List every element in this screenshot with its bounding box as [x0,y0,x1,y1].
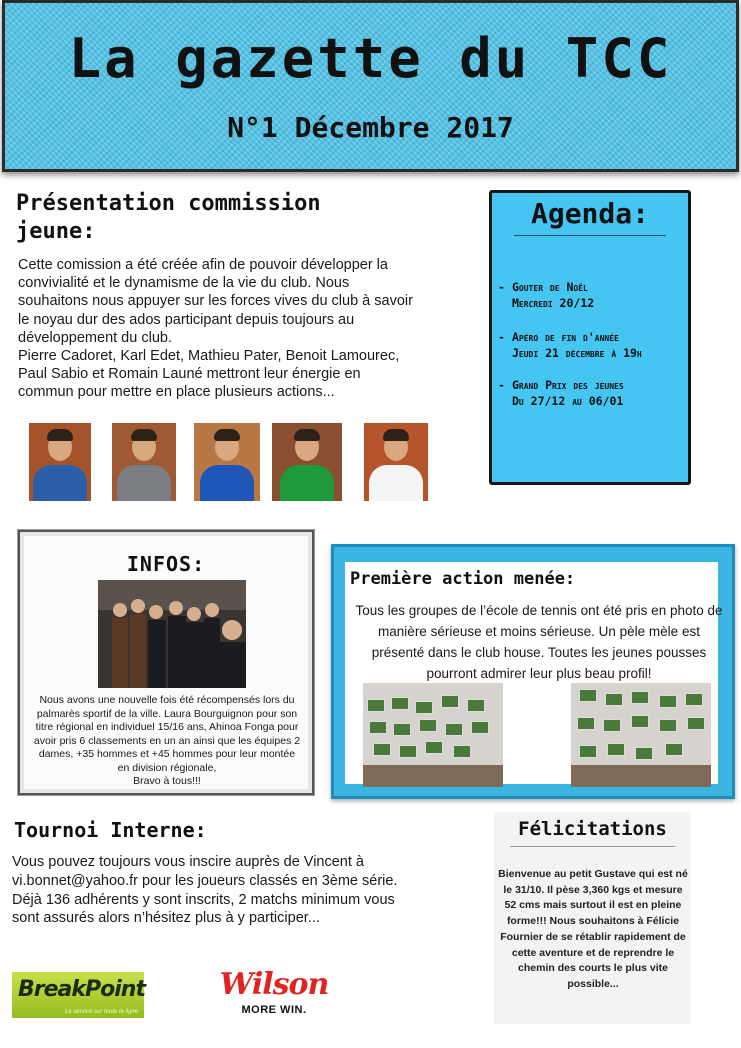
agenda-item: - Gouter de Noël Mercredi 20/12 [498,279,688,311]
photo-wall-image [571,683,711,787]
breakpoint-logo-text: BreakPoint [18,977,145,1002]
agenda-item: - Apéro de fin d'année Jeudi 21 décembre à 19h [498,329,688,361]
congratulations-body: Bienvenue au petit Gustave qui est né le 31/10. Il pèse 3,360 kgs et mesure 52 cms mais surtout il est en pleine forme!!! Nous souhaitons à Félicie Fournier de se rétablir rapidement de cette aventure et de reprendre le chemin des courts le plus vite possible... [498,868,688,990]
infos-box [18,530,314,795]
agenda-item-date: Mercredi 20/12 [512,296,595,310]
presentation-heading: Présentation commission jeune: [16,191,321,244]
agenda-item-title: Grand Prix des jeunes [512,378,624,392]
newsletter-title: La gazette du TCC [68,27,673,90]
committee-member-photo [364,423,428,501]
photo-wall-image [363,683,503,787]
committee-member-photo [29,423,91,501]
agenda-item-date: Du 27/12 au 06/01 [512,394,624,408]
wilson-logo [214,968,334,1022]
first-action-panel [345,562,723,784]
agenda-heading: Agenda: [530,197,649,230]
agenda-item-title: Gouter de Noël [512,280,588,294]
wilson-tagline: MORE WIN. [241,1004,307,1016]
agenda-item: - Grand Prix des jeunes Du 27/12 au 06/01 [498,377,688,409]
presentation-body [18,256,420,402]
masthead-banner [2,0,739,172]
breakpoint-tagline: Le service sur toute la ligne [64,1009,138,1015]
first-action-body: Tous les groupes de l’école de tennis ont été pris en photo de manière sérieuse et moins sérieuse. Un pèle mèle est présenté dans le club house. Toutes les jeunes pousses pourront admirer leur plus beau profil! [355,603,723,681]
presentation-paragraph: Pierre Cadoret, Karl Edet, Mathieu Pater, Benoit Lamourec, Paul Sabio et Romain Launé mettront leur énergie en commun pour mettre en place plusieurs actions... [18,348,400,401]
wilson-logo-text: Wilson [219,967,329,1002]
committee-member-photo [112,423,176,501]
committee-member-photo [194,423,260,501]
tournament-heading: Tournoi Interne: [14,818,207,842]
breakpoint-logo [12,972,144,1018]
agenda-divider [514,235,666,236]
congratulations-heading: Félicitations [518,818,667,840]
presentation-paragraph: Cette comission a été créée afin de pouvoir développer la convivialité et le dynamisme de la vie du club. Nous souhaitons nous appuyer sur les forces vives du club à savoir le noyau dur des ados participant depuis toujours au développement du club. [18,257,413,346]
infos-heading: INFOS: [126,552,206,576]
congratulations-divider [510,846,675,847]
tournament-body: Vous pouvez toujours vous inscire auprès de Vincent à vi.bonnet@yahoo.fr pour les joueurs classés en 3ème série. Déjà 136 adhérents y sont inscrits, 2 matchs minimum vous sont assurés alors n’hésitez plus à y participer... [12,854,398,927]
committee-member-photo [272,423,342,501]
congratulations-box [494,812,691,1024]
committee-photos [0,423,420,503]
infos-body [32,694,302,789]
first-action-heading: Première action menée: [350,569,576,589]
agenda-item-title: Apéro de fin d'année [512,330,619,344]
award-group-photo [98,580,246,688]
first-action-box [331,544,735,799]
agenda-item-date: Jeudi 21 décembre à 19h [512,346,642,360]
infos-paragraph: Nous avons une nouvelle fois été récompensés lors du palmarès sportif de la ville. Laura Bourguignon pour son titre régional en individuel 15/16 ans, Ahinoa Fonga pour avoir pris 6 classements en un an ainsi que les équipes 2 dames, +35 hommes et +45 hommes pour leur montée en division régionale, [33,694,301,774]
issue-date: N°1 Décembre 2017 [227,111,514,144]
infos-closing: Bravo à tous!!! [133,775,201,787]
agenda-box [489,190,691,485]
